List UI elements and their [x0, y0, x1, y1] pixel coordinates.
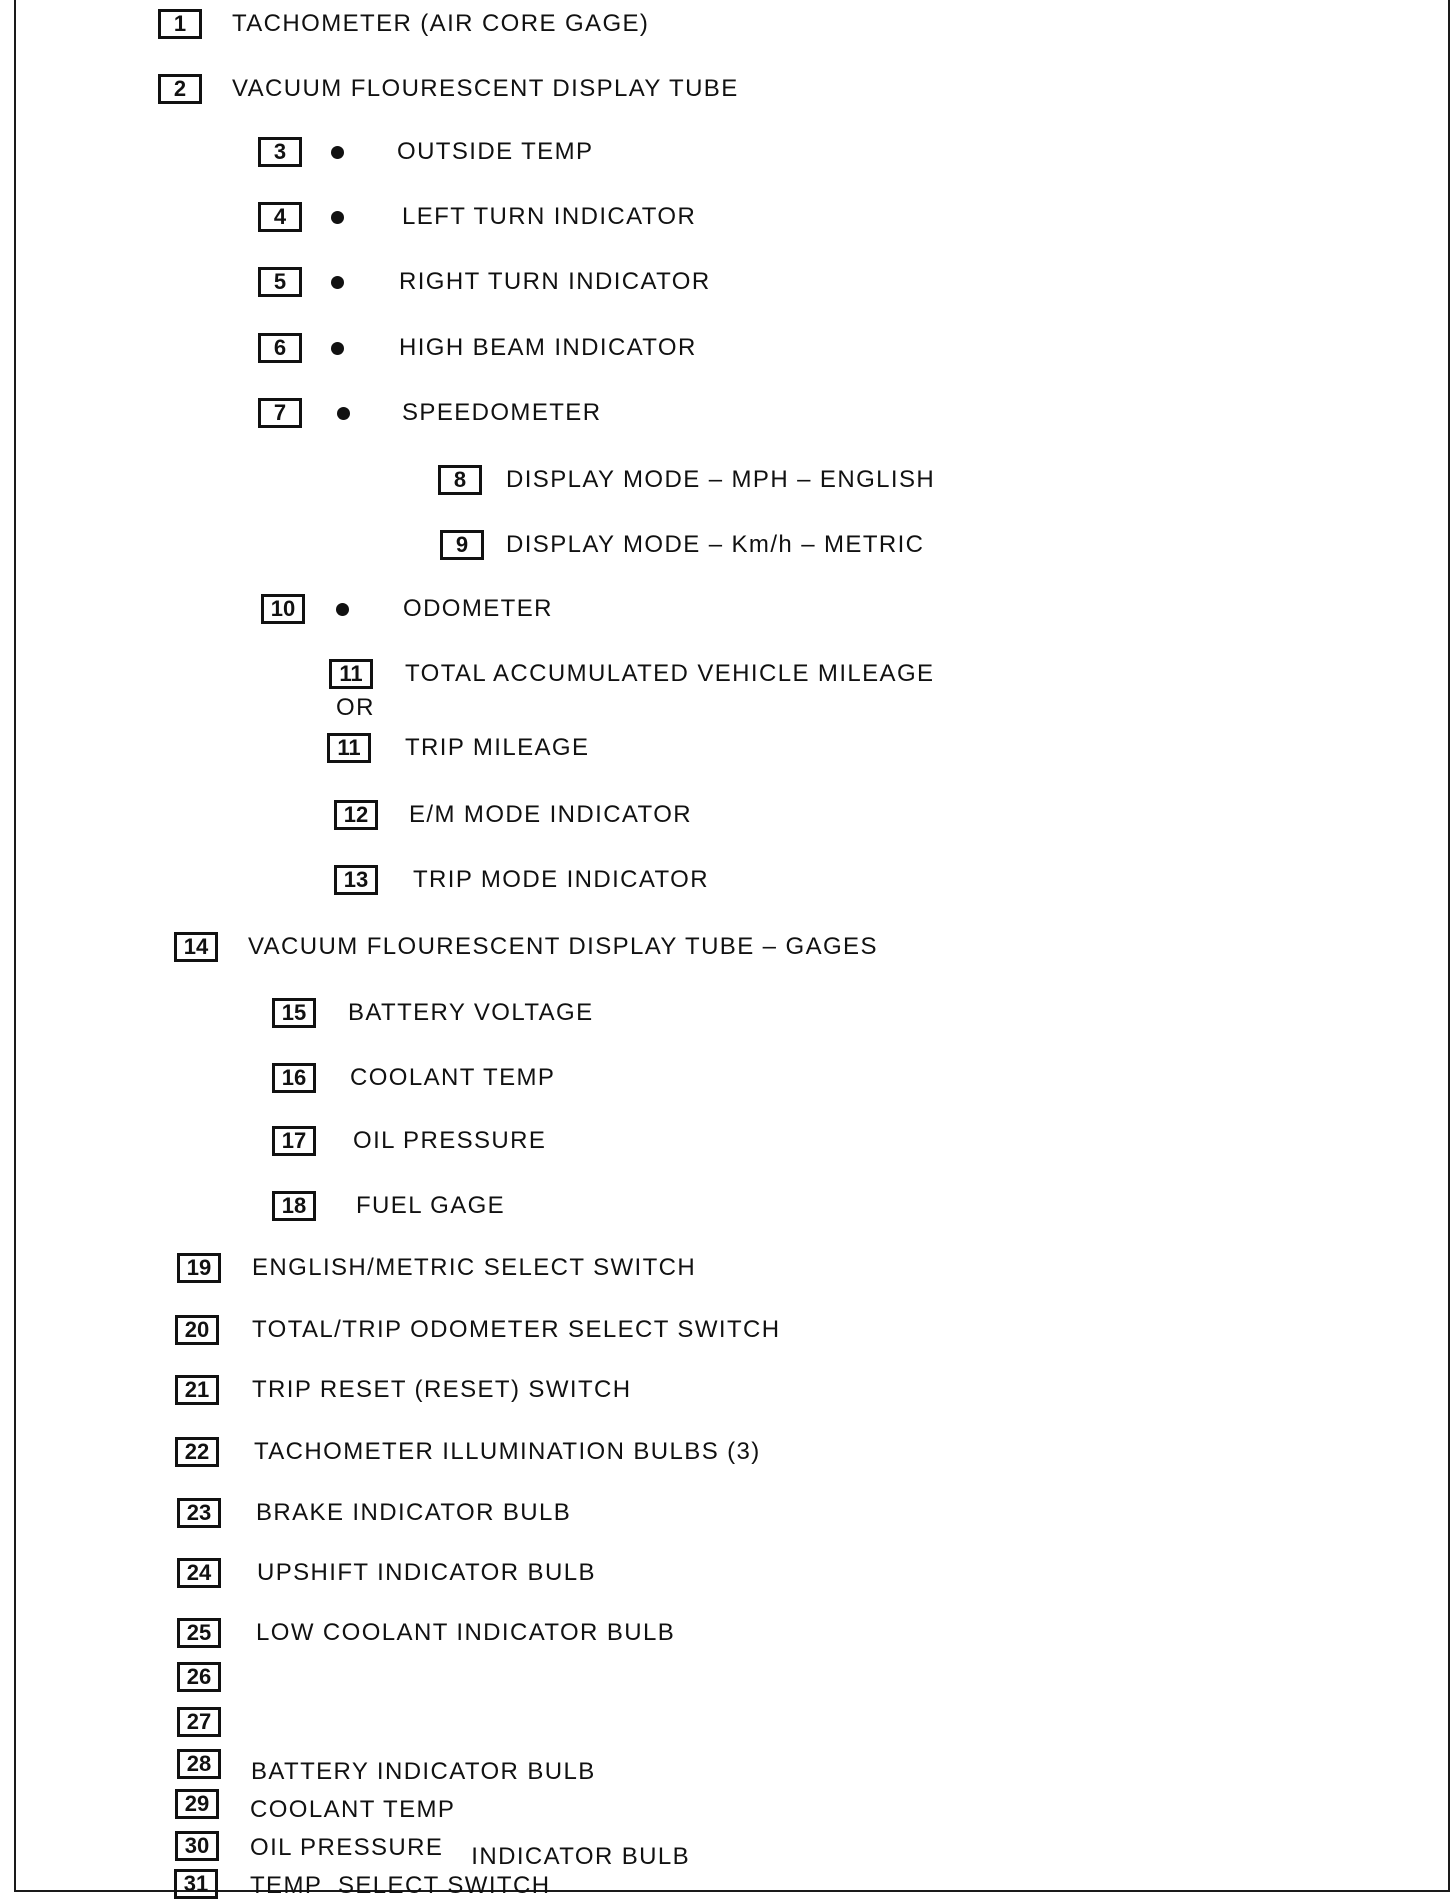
list-item [0, 460, 935, 500]
item-number: 7 [258, 398, 302, 428]
item-label: COOLANT TEMP [250, 1796, 456, 1823]
item-label: TOTAL/TRIP ODOMETER SELECT SWITCH [252, 1316, 781, 1343]
item-label: TRIP MODE INDICATOR [413, 866, 709, 893]
item-number: 25 [177, 1618, 221, 1648]
list-item [0, 1058, 555, 1098]
item-label: RIGHT TURN INDICATOR [399, 268, 711, 295]
bullet-icon [337, 407, 350, 420]
item-number: 28 [177, 1749, 221, 1779]
item-label: HIGH BEAM INDICATOR [399, 334, 697, 361]
item-label: TEMP SELECT SWITCH [250, 1872, 551, 1899]
item-label: TOTAL ACCUMULATED VEHICLE MILEAGE [405, 660, 935, 687]
item-number: 31 [174, 1869, 218, 1899]
list-item [0, 1553, 596, 1593]
item-number: 3 [258, 137, 302, 167]
item-label: OIL PRESSURE [353, 1127, 547, 1154]
list-item [0, 1186, 505, 1226]
item-label: BATTERY INDICATOR BULB [251, 1758, 596, 1785]
list-item [0, 328, 697, 368]
item-number: 26 [177, 1662, 221, 1692]
item-number: 6 [258, 333, 302, 363]
list-item [0, 1432, 761, 1472]
item-number: 14 [174, 932, 218, 962]
item-number: 16 [272, 1063, 316, 1093]
list-item [0, 1864, 550, 1904]
list-item [0, 393, 601, 433]
list-item [0, 4, 649, 44]
item-number: 13 [334, 865, 378, 895]
list-item [0, 728, 589, 768]
list-item [0, 1826, 691, 1870]
list-item [0, 927, 878, 967]
list-item [0, 1248, 696, 1288]
item-number: 17 [272, 1126, 316, 1156]
item-number: 11 [327, 733, 371, 763]
item-label: TACHOMETER (AIR CORE GAGE) [232, 10, 650, 37]
list-item [0, 1310, 781, 1350]
item-label: COOLANT TEMP [350, 1064, 556, 1091]
list-item [0, 1493, 571, 1533]
item-label: VACUUM FLOURESCENT DISPLAY TUBE [232, 75, 739, 102]
item-number: 5 [258, 267, 302, 297]
list-item [0, 795, 692, 835]
item-label: ENGLISH/METRIC SELECT SWITCH [252, 1254, 697, 1281]
list-item [0, 1370, 631, 1410]
item-number: 24 [177, 1558, 221, 1588]
item-number: 30 [175, 1831, 219, 1861]
item-number: 21 [175, 1375, 219, 1405]
item-label: TACHOMETER ILLUMINATION BULBS (3) [254, 1438, 761, 1465]
item-number: 1 [158, 9, 202, 39]
bullet-icon [336, 603, 349, 616]
item-number: 23 [177, 1498, 221, 1528]
list-item [0, 654, 934, 694]
item-label: ODOMETER [403, 595, 553, 622]
list-item [0, 525, 924, 565]
list-item [0, 589, 553, 629]
item-label: SPEEDOMETER [402, 399, 602, 426]
item-number: 12 [334, 800, 378, 830]
item-number: 4 [258, 202, 302, 232]
bullet-icon [331, 342, 344, 355]
item-label: LEFT TURN INDICATOR [402, 203, 697, 230]
item-label: E/M MODE INDICATOR [409, 801, 692, 828]
list-item [0, 69, 739, 109]
item-number: 9 [440, 530, 484, 560]
item-label: OIL PRESSURE [250, 1834, 444, 1861]
list-item [0, 993, 594, 1033]
item-label: LOW COOLANT INDICATOR BULB [256, 1619, 676, 1646]
bullet-icon [331, 276, 344, 289]
list-item [0, 1121, 546, 1161]
item-label: TRIP MILEAGE [405, 734, 590, 761]
item-number: 18 [272, 1191, 316, 1221]
item-label: VACUUM FLOURESCENT DISPLAY TUBE – GAGES [248, 933, 878, 960]
list-item [0, 197, 696, 237]
indicator-bulb-label: INDICATOR BULB [471, 1843, 691, 1870]
bullet-icon [331, 211, 344, 224]
list-item [0, 1702, 256, 1742]
item-label: OUTSIDE TEMP [397, 138, 594, 165]
list-item [0, 132, 593, 172]
item-label: UPSHIFT INDICATOR BULB [257, 1559, 596, 1586]
bullet-icon [331, 146, 344, 159]
item-number: 8 [438, 465, 482, 495]
list-item [0, 1744, 596, 1784]
item-number: 15 [272, 998, 316, 1028]
item-label: DISPLAY MODE – Km/h – METRIC [506, 531, 925, 558]
list-item [0, 860, 709, 900]
item-number: 29 [175, 1789, 219, 1819]
list-item [0, 1657, 256, 1697]
item-number: 10 [261, 594, 305, 624]
item-label: BATTERY VOLTAGE [348, 999, 594, 1026]
item-label: FUEL GAGE [356, 1192, 506, 1219]
item-number: 20 [175, 1315, 219, 1345]
item-number: 2 [158, 74, 202, 104]
list-item [0, 1613, 675, 1653]
item-label: TRIP RESET (RESET) SWITCH [252, 1376, 632, 1403]
list-item [0, 1784, 455, 1824]
item-number: 27 [177, 1707, 221, 1737]
item-number: 22 [175, 1437, 219, 1467]
list-item [0, 262, 711, 302]
item-number: 19 [177, 1253, 221, 1283]
or-separator: OR [336, 694, 375, 721]
item-number: 11 [329, 659, 373, 689]
item-label: BRAKE INDICATOR BULB [256, 1499, 572, 1526]
item-label: DISPLAY MODE – MPH – ENGLISH [506, 466, 936, 493]
